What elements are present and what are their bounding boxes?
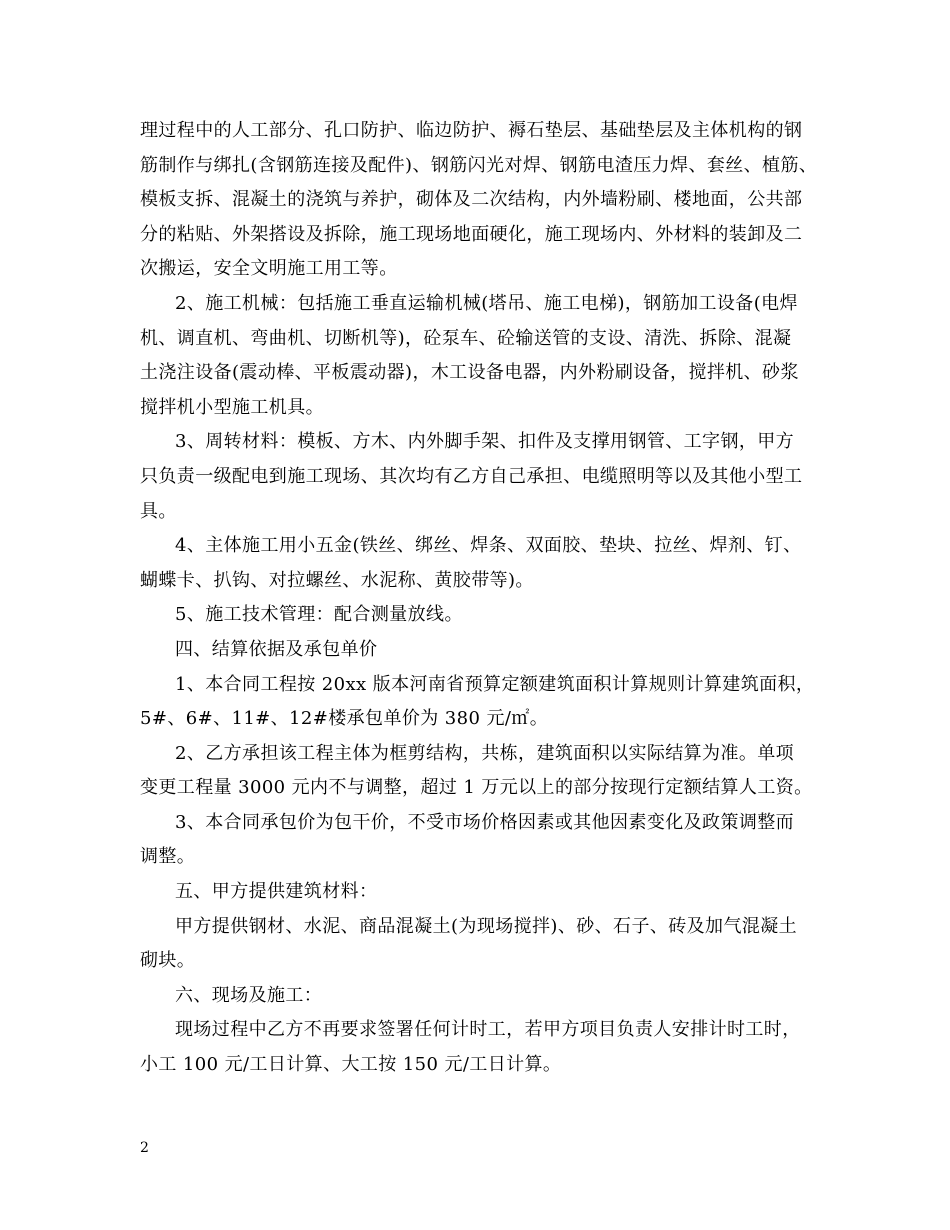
text-line: 筋制作与绑扎(含钢筋连接及配件)、钢筋闪光对焊、钢筋电渣压力焊、套丝、植筋、: [140, 154, 818, 176]
text-line: 2、施工机械：包括施工垂直运输机械(塔吊、施工电梯)，钢筋加工设备(电焊: [175, 292, 798, 314]
document-body: [140, 114, 820, 1083]
text-line: 5、施工技术管理：配合测量放线。: [175, 604, 463, 626]
page-number: 2: [140, 1140, 149, 1156]
text-line: 蝴蝶卡、扒钩、对拉螺丝、水泥称、黄胶带等)。: [140, 569, 534, 591]
text-line: 机、调直机、弯曲机、切断机等)，砼泵车、砼输送管的支设、清洗、拆除、混凝: [140, 327, 792, 349]
text-line: 5#、6#、11#、12#楼承包单价为 380 元/㎡。: [140, 708, 549, 730]
text-line: 4、主体施工用小五金(铁丝、绑丝、焊条、双面胶、垫块、拉丝、焊剂、钉、: [175, 535, 802, 557]
text-line: 次搬运，安全文明施工用工等。: [140, 258, 398, 280]
text-line: 1、本合同工程按 20xx 版本河南省预算定额建筑面积计算规则计算建筑面积，: [175, 673, 815, 695]
text-line: 理过程中的人工部分、孔口防护、临边防护、褥石垫层、基础垫层及主体机构的钢: [140, 120, 803, 141]
text-line: 只负责一级配电到施工现场、其次均有乙方自己承担、电缆照明等以及其他小型工: [140, 465, 803, 487]
section-heading: 五、甲方提供建筑材料：: [175, 881, 378, 903]
text-line: 砌块。: [140, 950, 196, 972]
text-line: 3、本合同承包价为包干价，不受市场价格因素或其他因素变化及政策调整而: [175, 811, 795, 833]
text-line: 小工 100 元/工日计算、大工按 150 元/工日计算。: [140, 1054, 562, 1076]
text-line: 2、乙方承担该工程主体为框剪结构，共栋，建筑面积以实际结算为准。单项: [175, 742, 795, 764]
text-line: 甲方提供钢材、水泥、商品混凝土(为现场搅拌)、砂、石子、砖及加气混凝土: [175, 915, 798, 937]
text-line: 现场过程中乙方不再要求签署任何计时工，若甲方项目负责人安排计时工时，: [175, 1019, 801, 1041]
section-heading: 四、结算依据及承包单价: [175, 638, 378, 660]
text-line: 3、周转材料：模板、方木、内外脚手架、扣件及支撑用钢管、工字钢，甲方: [175, 431, 795, 453]
text-line: 调整。: [140, 846, 196, 868]
text-line: 变更工程量 3000 元内不与调整，超过 1 万元以上的部分按现行定额结算人工资。: [140, 777, 813, 799]
text-line: 模板支拆、混凝土的浇筑与养护，砌体及二次结构，内外墙粉刷、楼地面，公共部: [140, 189, 803, 211]
section-heading: 六、现场及施工：: [175, 984, 323, 1006]
text-line: 分的粘贴、外架搭设及拆除，施工现场地面硬化，施工现场内、外材料的装卸及二: [140, 223, 803, 245]
text-line: 土浇注设备(震动棒、平板震动器)，木工设备电器，内外粉刷设备，搅拌机、砂浆: [140, 362, 799, 384]
text-line: 具。: [140, 500, 177, 522]
text-line: 搅拌机小型施工机具。: [140, 396, 324, 418]
